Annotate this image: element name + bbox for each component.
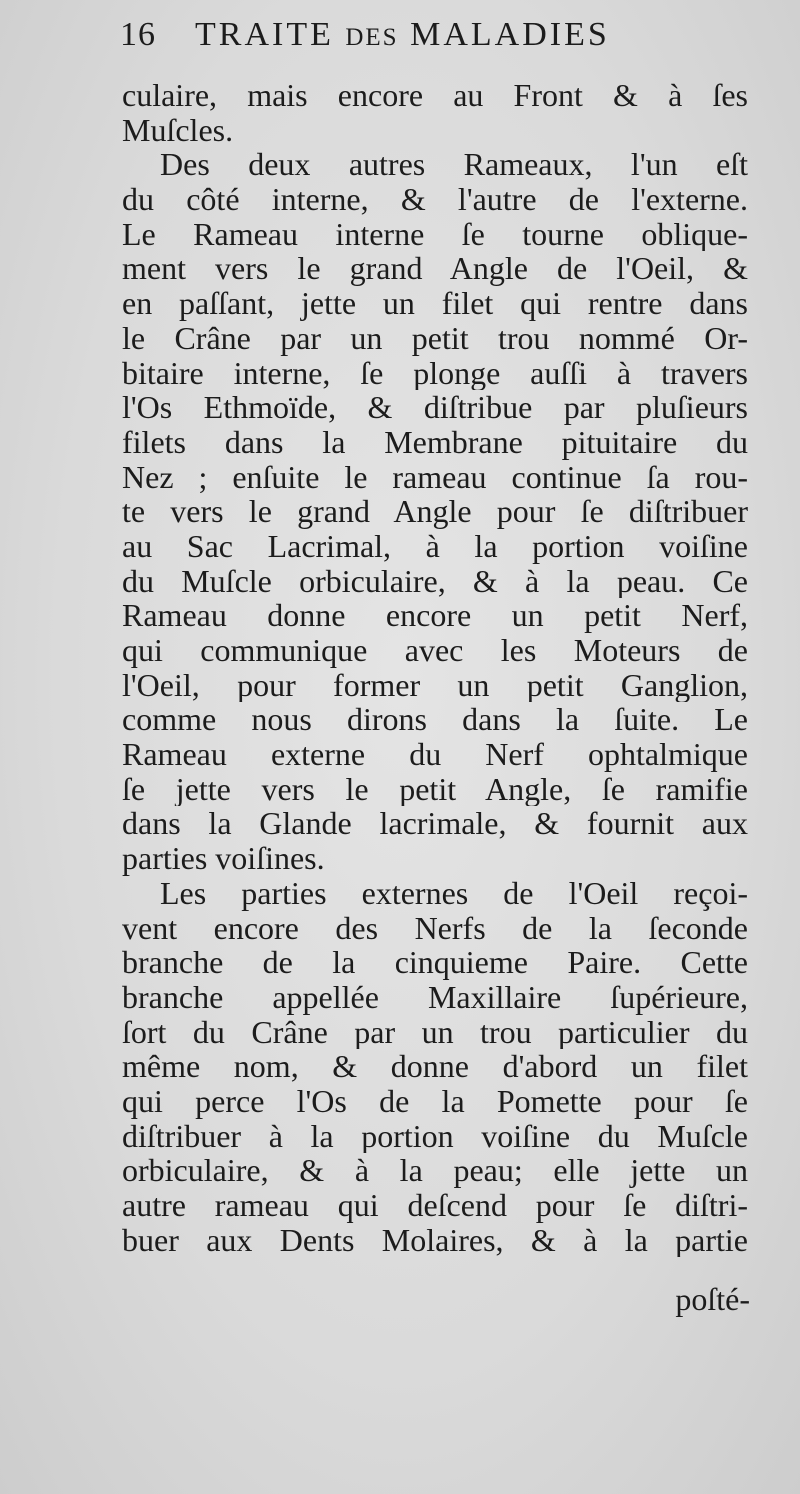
running-title-part1: TRAITE: [195, 16, 346, 53]
text-line: branche de la cinquieme Paire. Cette: [122, 945, 748, 980]
text-line: bitaire interne, ſe plonge auſſi à travers: [122, 355, 748, 391]
text-line: du côté interne, & l'autre de l'externe.: [122, 182, 748, 217]
text-line: Les parties externes de l'Oeil reçoi-: [160, 875, 748, 911]
text-line: ſe jette vers le petit Angle, ſe ramifie: [122, 771, 748, 807]
text-line: ment vers le grand Angle de l'Oeil, &: [122, 251, 748, 287]
running-title-part2: MALADIES: [398, 16, 610, 53]
text-line: en paſſant, jette un filet qui rentre dans: [122, 286, 748, 321]
text-line: orbiculaire, & à la peau; elle jette un: [122, 1153, 748, 1188]
text-line: filets dans la Membrane pituitaire du: [122, 424, 748, 460]
text-line: Muſcles.: [122, 112, 234, 148]
text-line: ſort du Crâne par un trou particulier du: [122, 1014, 748, 1050]
text-line: Nez ; enſuite le rameau continue ſa rou-: [122, 459, 748, 495]
text-line: dans la Glande lacrimale, & fournit aux: [122, 806, 748, 842]
text-line: l'Oeil, pour former un petit Ganglion,: [122, 667, 748, 703]
text-line: diſtribuer à la portion voiſine du Muſcle: [122, 1118, 748, 1154]
text-line: du Muſcle orbiculaire, & à la peau. Ce: [122, 563, 748, 599]
text-line: vent encore des Nerfs de la ſeconde: [122, 910, 748, 946]
text-line: Rameau donne encore un petit Nerf,: [122, 598, 748, 633]
text-line: même nom, & donne d'abord un filet: [122, 1049, 748, 1084]
text-line: comme nous dirons dans la ſuite. Le: [122, 702, 748, 738]
text-line: au Sac Lacrimal, à la portion voiſine: [122, 528, 748, 564]
running-title: [195, 10, 610, 63]
text-line: Des deux autres Rameaux, l'un eſt: [160, 147, 748, 183]
text-line: l'Os Ethmoïde, & diſtribue par pluſieurs: [122, 390, 748, 425]
text-line: le Crâne par un petit trou nommé Or-: [122, 320, 748, 356]
text-line: branche appellée Maxillaire ſupérieure,: [122, 979, 748, 1015]
text-line: qui perce l'Os de la Pomette pour ſe: [122, 1083, 748, 1119]
text-line: parties voiſines.: [122, 841, 325, 876]
text-line: qui communique avec les Moteurs de: [122, 633, 748, 668]
text-line: te vers le grand Angle pour ſe diſtribuer: [122, 494, 748, 529]
text-line: culaire, mais encore au Front & à ſes: [122, 78, 748, 113]
text-line: Le Rameau interne ſe tourne oblique-: [122, 216, 748, 252]
body-text: [122, 78, 748, 1257]
running-title-small: DES: [345, 24, 399, 51]
running-head: [120, 10, 760, 60]
text-line: Rameau externe du Nerf ophtalmique: [122, 737, 748, 772]
catchword: poſté-: [675, 1281, 750, 1317]
text-line: buer aux Dents Molaires, & à la partie: [122, 1222, 748, 1258]
page-number: 16: [120, 16, 156, 53]
text-line: autre rameau qui deſcend pour ſe diſtri-: [122, 1188, 748, 1223]
